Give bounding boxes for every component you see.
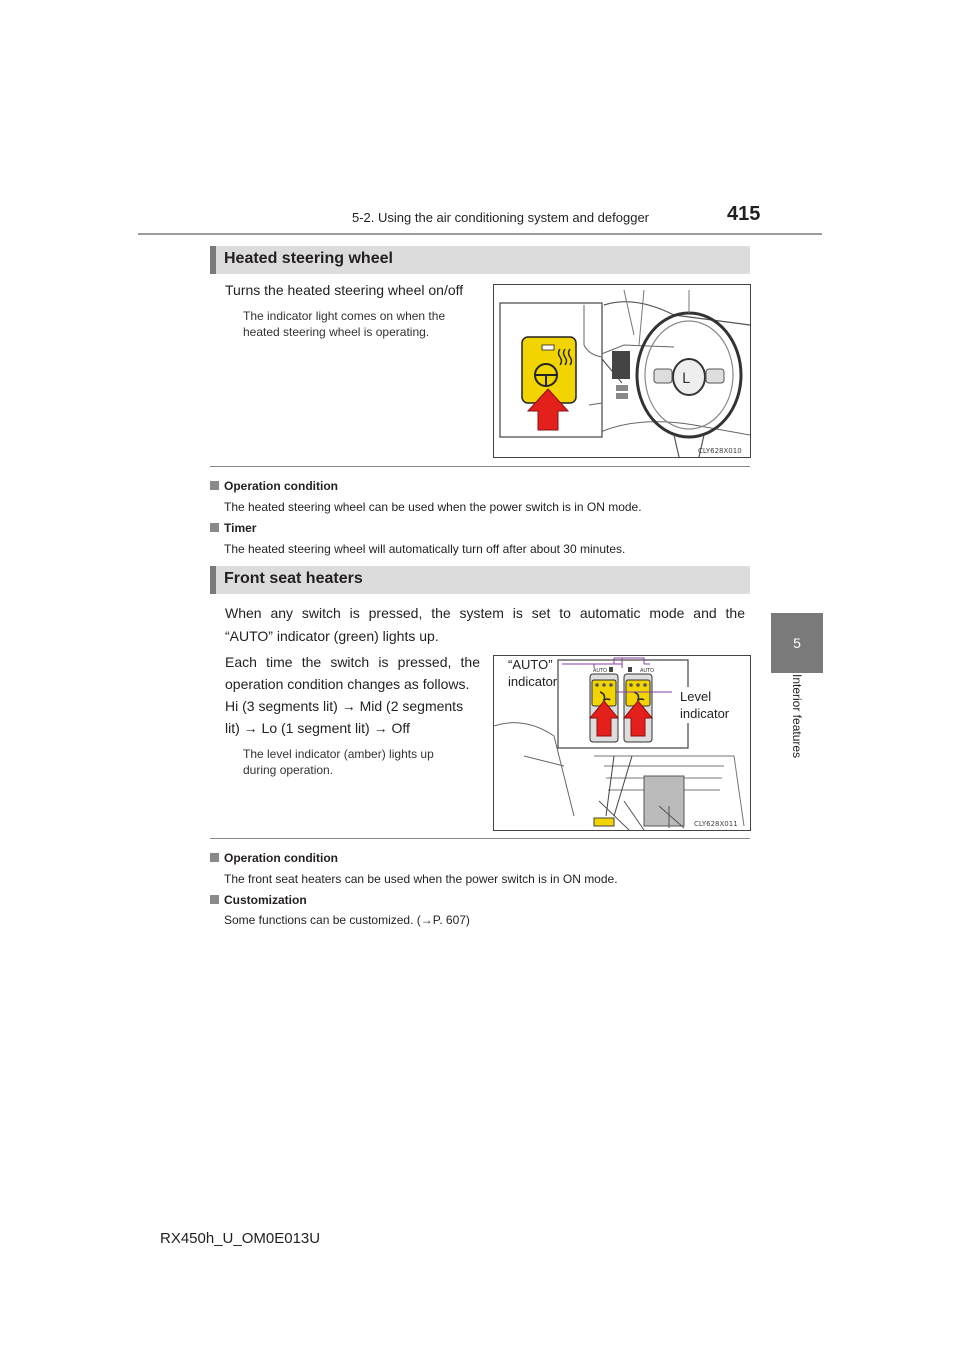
bullet-heading-customization: Customization [210,893,307,907]
auto-indicator-callout [508,656,557,690]
intro-line: “AUTO” indicator (green) lights up. [225,628,439,644]
chapter-title-vertical [788,670,808,790]
figure-code: CLY628X011 [694,820,738,828]
square-bullet-icon [210,895,219,904]
switch-auto-label-right: AUTO [640,668,655,674]
chapter-number: 5 [793,635,801,651]
seat-heater-intro [225,602,745,648]
model-code-footer: RX450h_U_OM0E013U [160,1230,321,1247]
section-heading-heated-steering-wheel [210,246,750,274]
seat-note-line2: during operation. [243,763,334,777]
seat-note-line1: The level indicator (amber) lights up [243,747,434,761]
steering-wheel-illustration [494,285,750,457]
square-bullet-icon [210,481,219,490]
bullet-text: The heated steering wheel will automatically turn off after about 30 minutes. [224,542,626,556]
square-bullet-icon [210,523,219,532]
page-number: 415 [727,203,761,225]
chapter-tab [771,613,823,673]
callout-auto-line1: “AUTO” [508,657,553,672]
callout-level-line2: indicator [680,706,730,721]
section-divider [210,466,750,467]
bullet-text: The heated steering wheel can be used when the power switch is in ON mode. [224,500,642,514]
callout-auto-line2: indicator [508,674,558,689]
cycle-line: operation condition changes as follows. [225,676,470,692]
cycle-line: Each time the switch is pressed, the [225,654,480,670]
cycle-line: Hi (3 segments lit) → Mid (2 segments [225,698,464,714]
intro-line: When any switch is pressed, the system is set to automatic mode and the [225,605,745,621]
bullet-text: The front seat heaters can be used when the power switch is in ON mode. [224,872,618,886]
chapter-title: Interior features [790,674,804,759]
cycle-line: lit) → Lo (1 segment lit) → Off [225,720,410,736]
bullet-text-page-reference: Some functions can be customized. (→P. 607) [224,913,470,927]
switch-auto-label-left: AUTO [593,668,608,674]
steering-instruction: Turns the heated steering wheel on/off [225,282,464,298]
bullet-heading-operation-condition: Operation condition [210,479,338,493]
callout-level-line1: Level [680,689,712,704]
section-title: Heated steering wheel [224,250,393,267]
running-header: 5-2. Using the air conditioning system and defogger [352,210,650,225]
steering-note-line1: The indicator light comes on when the [243,309,446,323]
svg-text:L: L [682,371,690,387]
figure-code: CLY628X010 [698,447,742,455]
section-divider [210,838,750,839]
section-heading-front-seat-heaters [210,566,750,594]
bullet-heading-timer: Timer [210,521,256,535]
section-title: Front seat heaters [224,570,363,587]
header-divider [138,233,822,235]
level-indicator-callout [678,687,731,723]
steering-wheel-figure [493,284,751,458]
steering-note-line2: heated steering wheel is operating. [243,325,430,339]
square-bullet-icon [210,853,219,862]
bullet-heading-operation-condition: Operation condition [210,851,338,865]
seat-heater-cycle [225,651,480,739]
